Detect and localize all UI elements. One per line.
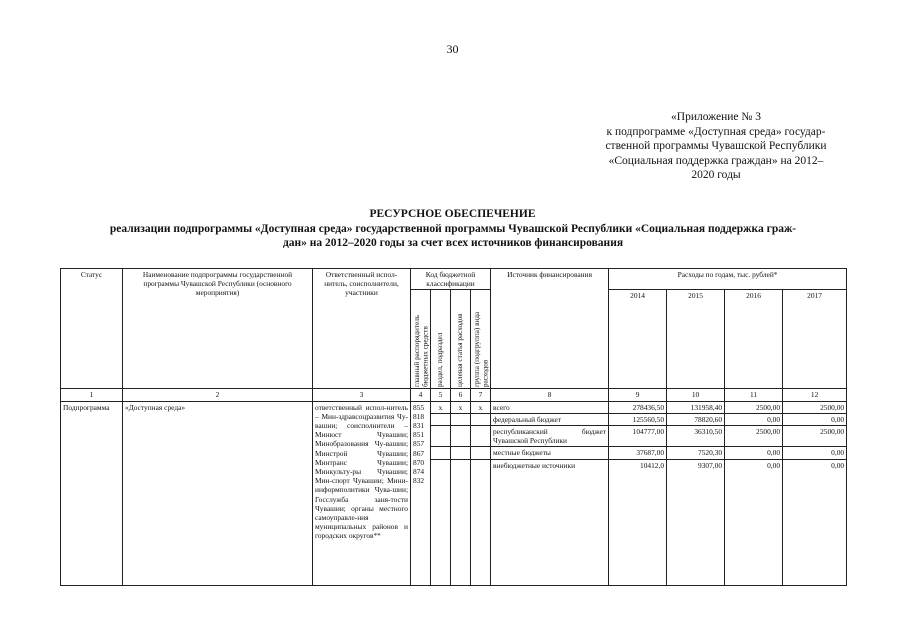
table-row (61, 401, 847, 413)
empty-cell (451, 413, 471, 425)
header-code-label: раздел, подраздел (436, 333, 445, 388)
column-number: 6 (451, 389, 471, 401)
expense-value: 0,00 (725, 413, 783, 425)
empty-cell (431, 447, 451, 459)
subtitle-line-1: реализации подпрограммы «Доступная среда» государственной программы Чувашской Республики «Социальная поддержка граж- (109, 223, 797, 235)
source-name: местные бюджеты (491, 447, 609, 459)
empty-cell (783, 471, 847, 586)
appendix-line: к подпрограмме «Доступная среда» государ- (606, 125, 826, 138)
column-number: 7 (471, 389, 491, 401)
subtitle-line-2: дан» на 2012–2020 годы за счет всех источников финансирования (282, 237, 624, 249)
header-year: 2017 (783, 290, 847, 389)
expense-value: 36310,50 (667, 426, 725, 447)
expense-value: 0,00 (783, 459, 847, 471)
document-title: РЕСУРСНОЕ ОБЕСПЕЧЕНИЕ (369, 208, 536, 220)
header-executor: Ответственный испол-нитель, соисполнители, участники (313, 269, 411, 389)
expense-value: 37687,00 (609, 447, 667, 459)
empty-cell (451, 459, 471, 471)
expense-value: 125560,50 (609, 413, 667, 425)
code-value: 831 (413, 421, 425, 431)
expense-value: 2500,00 (783, 426, 847, 447)
expense-value: 278436,50 (609, 401, 667, 413)
expense-value: 0,00 (783, 447, 847, 459)
header-name: Наименование подпрограммы государственной программы Чувашской Республики (основного мероприятия) (123, 269, 313, 389)
empty-cell (451, 426, 471, 447)
header-code-label: целевая статья расходов (456, 313, 465, 388)
column-number: 10 (667, 389, 725, 401)
resource-table (60, 268, 847, 586)
x-mark: x (451, 401, 471, 413)
code-value: 867 (413, 448, 425, 458)
source-name: всего (491, 401, 609, 413)
status-cell: Подпрограмма (61, 401, 123, 585)
column-number: 5 (431, 389, 451, 401)
expense-value: 78820,60 (667, 413, 725, 425)
document-subtitle (60, 222, 846, 250)
header-year: 2015 (667, 290, 725, 389)
empty-cell (431, 471, 451, 586)
expense-value: 2500,00 (725, 401, 783, 413)
header-code-col (471, 290, 491, 389)
x-mark: x (471, 401, 491, 413)
expense-value: 104777,00 (609, 426, 667, 447)
empty-cell (431, 459, 451, 471)
column-number: 2 (123, 389, 313, 401)
appendix-line: «Приложение № 3 (671, 111, 761, 123)
column-number-row (61, 389, 847, 401)
code-value: 874 (413, 467, 425, 477)
empty-cell (667, 471, 725, 586)
header-code-col (431, 290, 451, 389)
page-number: 30 (446, 42, 459, 56)
header-code-col (411, 290, 431, 389)
source-name: внебюджетные источники (491, 459, 609, 471)
header-code-col (451, 290, 471, 389)
header-year: 2016 (725, 290, 783, 389)
appendix-line: «Социальная поддержка граждан» на 2012– (608, 154, 824, 167)
empty-cell (471, 413, 491, 425)
header-code-label: главный распорядитель бюджетных средств (413, 315, 430, 388)
appendix-line: ственной программы Чувашской Республики (605, 140, 827, 152)
code-value: 855 (413, 402, 425, 412)
code-value: 818 (413, 411, 425, 421)
column-number: 1 (61, 389, 123, 401)
column-number: 11 (725, 389, 783, 401)
x-mark: x (431, 401, 451, 413)
codes-cell (411, 401, 431, 585)
column-number: 4 (411, 389, 431, 401)
source-name: федеральный бюджет (491, 413, 609, 425)
empty-cell (491, 471, 609, 586)
header-source: Источник финансирования (491, 269, 609, 389)
expense-value: 9307,00 (667, 459, 725, 471)
empty-cell (471, 426, 491, 447)
expense-value: 2500,00 (783, 401, 847, 413)
expense-value: 7520,30 (667, 447, 725, 459)
column-number: 3 (313, 389, 411, 401)
empty-cell (471, 447, 491, 459)
code-value: 857 (413, 439, 425, 449)
header-code-label: группа (подгруппа) вида расходов (473, 312, 490, 388)
executor-cell: ответственный испол-нитель – Мин-здравсоцразвития Чу-вашии; соисполнители – Минюст Чувашии; Минобразования Чу-вашии; Минстрой Чувашии; Минтранс Чувашии; Минкульту-ры Чувашии; Мин-спорт Чувашии; Мини-информполитики Чува-шии; Госслужба заня-тости Чувашии; органы местного самоуправле-ния муниципальных районов и городских округов** (313, 401, 411, 585)
header-year: 2014 (609, 290, 667, 389)
empty-cell (471, 471, 491, 586)
code-value: 870 (413, 457, 425, 467)
empty-cell (431, 413, 451, 425)
code-value: 851 (413, 430, 425, 440)
header-budget-code: Код бюджетной классификации (411, 269, 491, 290)
expense-value: 10412,0 (609, 459, 667, 471)
empty-cell (431, 426, 451, 447)
expense-value: 2500,00 (725, 426, 783, 447)
empty-cell (471, 459, 491, 471)
empty-cell (451, 471, 471, 586)
expense-value: 0,00 (725, 459, 783, 471)
column-number: 12 (783, 389, 847, 401)
expense-value: 0,00 (725, 447, 783, 459)
column-number: 8 (491, 389, 609, 401)
empty-cell (451, 447, 471, 459)
empty-cell (609, 471, 667, 586)
empty-cell (725, 471, 783, 586)
header-status: Статус (61, 269, 123, 389)
expense-value: 0,00 (783, 413, 847, 425)
source-name: республиканский бюджет Чувашской Республики (491, 426, 609, 447)
appendix-note (588, 110, 844, 183)
appendix-line: 2020 годы (691, 169, 741, 181)
column-number: 9 (609, 389, 667, 401)
program-name-cell: «Доступная среда» (123, 401, 313, 585)
code-value: 832 (413, 476, 425, 486)
expense-value: 131958,40 (667, 401, 725, 413)
header-expenses: Расходы по годам, тыс. рублей* (609, 269, 847, 290)
